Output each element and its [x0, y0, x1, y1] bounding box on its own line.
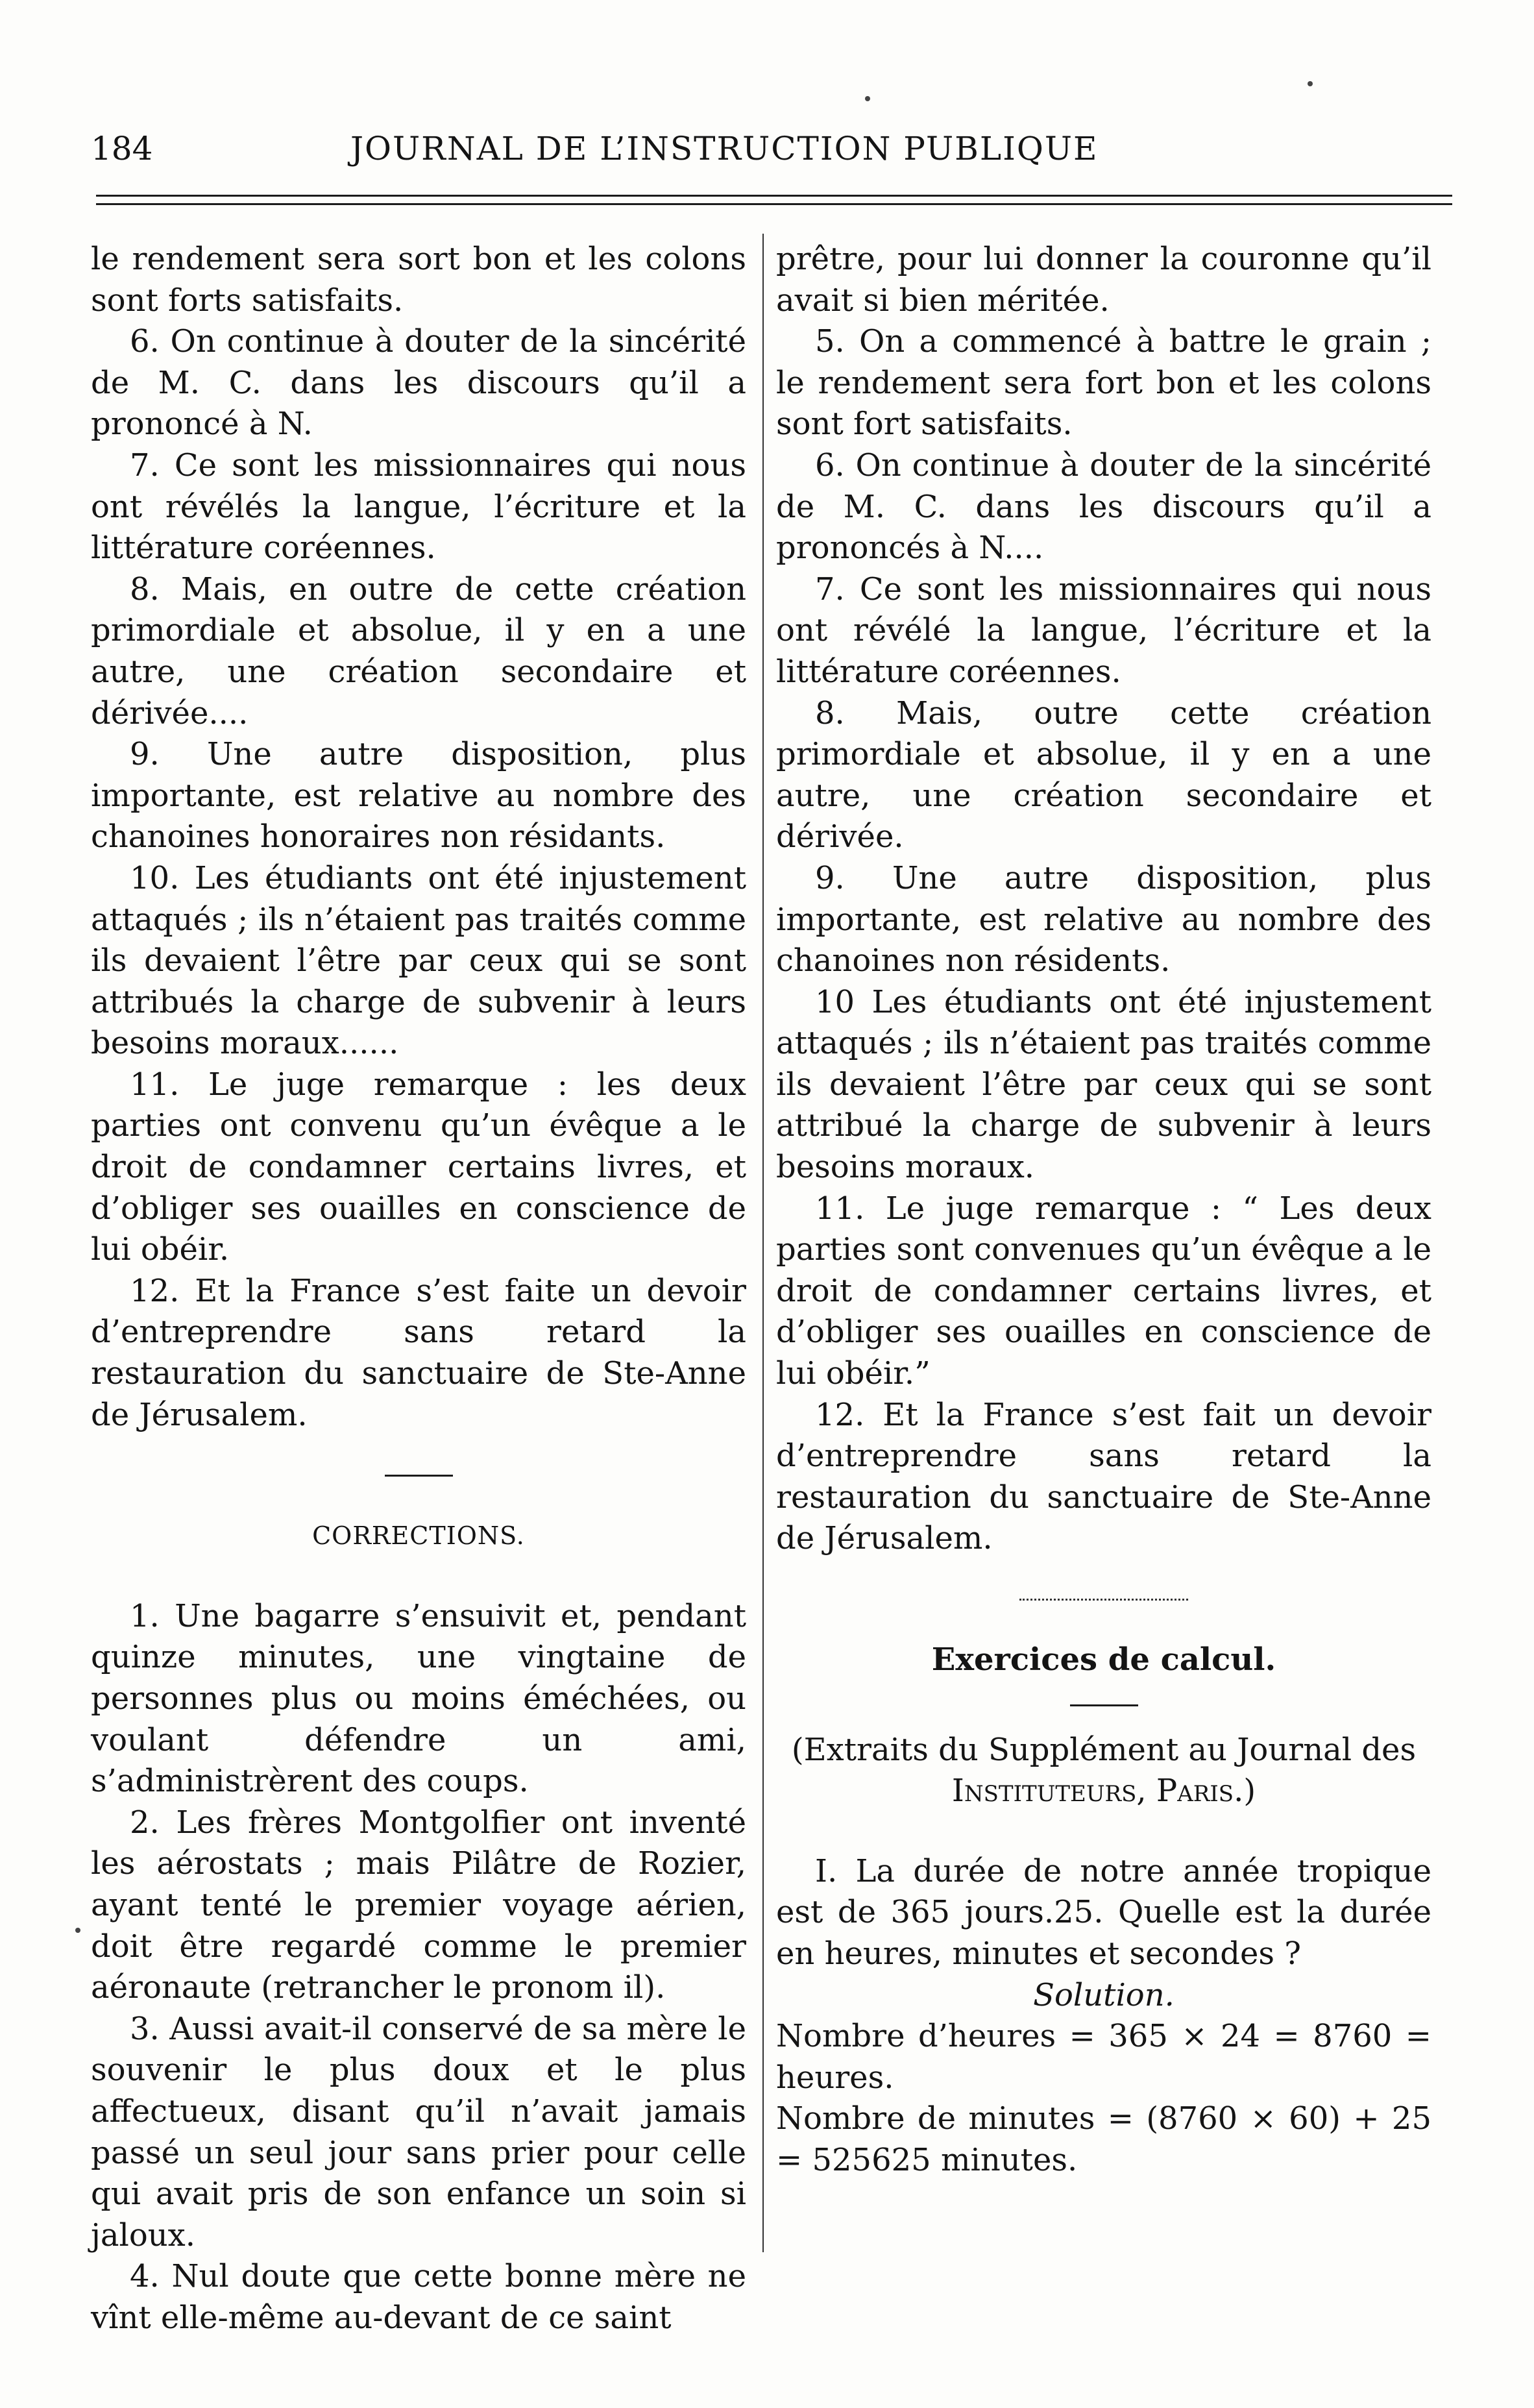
left-column: [91, 239, 746, 2339]
right-item: 10 Les étudiants ont été injustement attaqués ; ils n’étaient pas traités comme ils devaient l’être par ceux qui se sont attribué la charge de subvenir à leurs besoins moraux.: [776, 983, 1431, 1186]
left-item: 11. Le juge remarque : les deux parties ont convenu qu’un évêque a le droit de condamner certains livres, et d’obliger ses ouailles en conscience de lui obéir.: [91, 1066, 746, 1268]
right-item: 9. Une autre disposition, plus importante, est relative au nombre des chanoines non résidents.: [776, 859, 1431, 979]
left-item: 7. Ce sont les missionnaires qui nous ont révélés la langue, l’écriture et la littérature coréennes.: [91, 447, 746, 567]
exercises-heading: Exercices de calcul.: [931, 1641, 1276, 1678]
right-top-text: prêtre, pour lui donner la couronne qu’il avait si bien méritée.: [776, 241, 1431, 319]
page-number: 184: [91, 130, 153, 167]
left-item: 6. On continue à douter de la sincérité de M. C. dans les discours qu’il a prononcé à N.: [91, 323, 746, 443]
header-rule-bottom: [96, 203, 1452, 205]
source-line: (Extraits du Supplément au Journal des: [791, 1731, 1417, 1768]
right-item: 7. Ce sont les missionnaires qui nous ont révélé la langue, l’écriture et la littérature coréennes.: [776, 571, 1431, 690]
solution-label: Solution.: [1033, 1976, 1175, 2013]
solution-line: Nombre de minutes = (8760 × 60) + 25 = 525625 minutes.: [776, 2100, 1431, 2178]
solution-line: Nombre d’heures = 365 × 24 = 8760 = heures.: [776, 2018, 1431, 2096]
right-item: 6. On continue à douter de la sincérité de M. C. dans les discours qu’il a prononcés à N....: [776, 447, 1431, 567]
left-item: 12. Et la France s’est faite un devoir d’entreprendre sans retard la restauration du sanctuaire de Ste-Anne de Jérusalem.: [91, 1272, 746, 1433]
right-column: [776, 239, 1431, 2181]
left-item: 8. Mais, en outre de cette création primordiale et absolue, il y en a une autre, une création secondaire et dérivée....: [91, 571, 746, 731]
correction-item: 4. Nul doute que cette bonne mère ne vînt elle-même au-devant de ce saint: [91, 2258, 746, 2336]
source-line: Instituteurs, Paris.): [951, 1773, 1256, 1810]
stray-mark: [75, 1928, 80, 1933]
right-item: 5. On a commencé à battre le grain ; le rendement sera fort bon et les colons sont fort satisfaits.: [776, 323, 1431, 443]
header-rule-top: [96, 195, 1452, 197]
column-divider: [762, 234, 764, 2252]
stray-mark: [865, 96, 870, 101]
problem-text: I. La durée de notre année tropique est de 365 jours.25. Quelle est la durée en heures, minutes et secondes ?: [776, 1852, 1431, 1972]
running-title: JOURNAL DE L’INSTRUCTION PUBLIQUE: [350, 130, 1099, 167]
correction-item: 1. Une bagarre s’ensuivit et, pendant quinze minutes, une vingtaine de personnes plus ou moins éméchées, ou voulant défendre un ami, s’administrèrent des coups.: [91, 1597, 746, 1800]
stray-mark: [1308, 81, 1313, 86]
correction-item: 3. Aussi avait-il conservé de sa mère le souvenir le plus doux et le plus affectueux, disant qu’il n’avait jamais passé un seul jour sans prier pour celle qui avait pris de son enfance un soin si jaloux.: [91, 2010, 746, 2254]
right-item: 11. Le juge remarque : “ Les deux parties sont convenues qu’un évêque a le droit de condamner certains livres, et d’obliger ses ouailles en conscience de lui obéir.”: [776, 1190, 1431, 1392]
correction-item: 2. Les frères Montgolfier ont inventé les aérostats ; mais Pilâtre de Rozier, ayant tenté le premier voyage aérien, doit être regardé comme le premier aéronaute (retrancher le pronom il).: [91, 1804, 746, 2006]
right-item: 8. Mais, outre cette création primordiale et absolue, il y en a une autre, une création secondaire et dérivée.: [776, 694, 1431, 855]
left-item: 10. Les étudiants ont été injustement attaqués ; ils n’étaient pas traités comme ils devaient l’être par ceux qui se sont attribués la charge de subvenir à leurs besoins moraux......: [91, 859, 746, 1062]
left-item: 9. Une autre disposition, plus importante, est relative au nombre des chanoines honoraires non résidants.: [91, 736, 746, 855]
left-top-text: le rendement sera sort bon et les colons sont forts satisfaits.: [91, 241, 746, 319]
right-item: 12. Et la France s’est fait un devoir d’entreprendre sans retard la restauration du sanctuaire de Ste-Anne de Jérusalem.: [776, 1396, 1431, 1557]
corrections-heading: CORRECTIONS.: [312, 1521, 525, 1551]
